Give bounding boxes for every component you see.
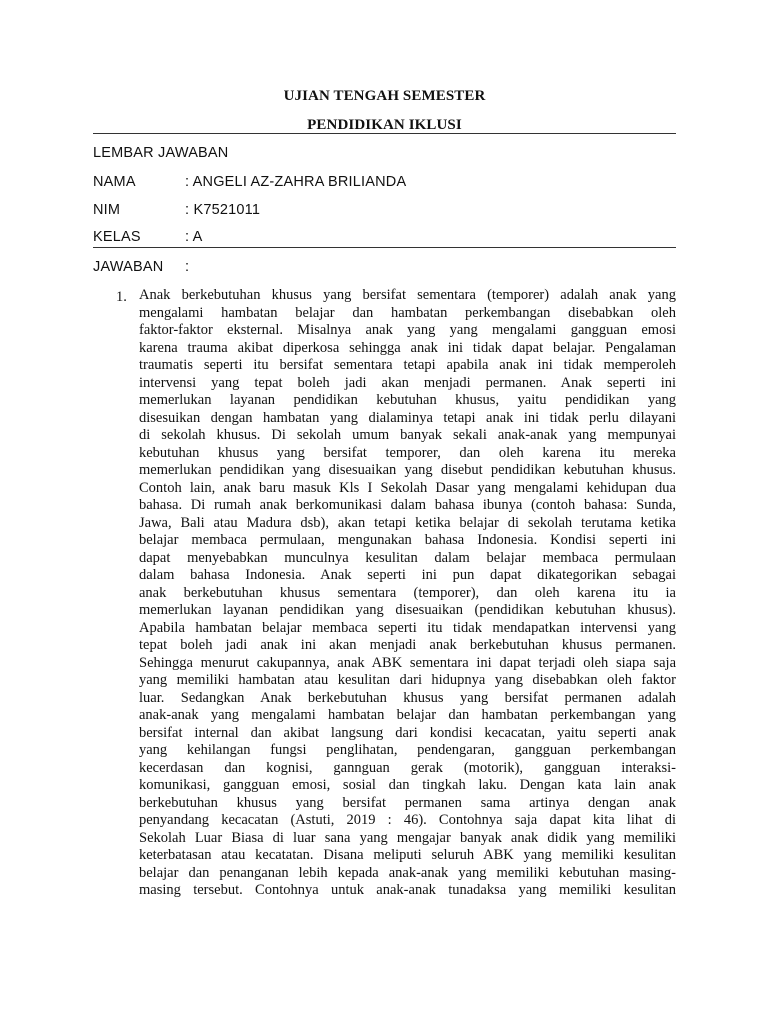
jawaban-label: JAWABAN xyxy=(93,259,164,275)
answer-number: 1. xyxy=(116,289,127,305)
answer-line: penyandang kecacatan (Astuti, 2019 : 46). Contohnya saja dapat kita lihat di xyxy=(139,812,676,828)
answer-line: memerlukan layanan pendidikan kebutuhan khusus, yaitu pendidikan yang xyxy=(139,392,676,408)
answer-line: komunikasi, gangguan emosi, sosial dan tingkah laku. Dengan kata lain anak xyxy=(139,777,676,793)
divider-top xyxy=(93,133,676,134)
answer-line: anak berkebutuhan khusus sementara (temporer), dan oleh karena itu ia xyxy=(139,584,676,601)
answer-line: traumatis seperti itu bersifat sementara tetapi apabila anak ini tidak memperoleh xyxy=(139,357,676,373)
answer-line: mengalami hambatan belajar dan hambatan perkembangan disebabkan oleh xyxy=(139,304,676,321)
answer-line: belajar membaca permulaan, mengunakan bahasa Indonesia. Kondisi seperti ini xyxy=(139,532,676,548)
answer-line: Sehingga menurut cakupannya, anak ABK sementara ini dapat terjadi oleh siapa saja xyxy=(139,654,676,671)
nama-label: NAMA xyxy=(93,174,136,190)
answer-line: memerlukan layanan pendidikan yang disesuaikan (pendidikan kebutuhan khusus). xyxy=(139,602,676,618)
answer-line: yang memiliki hambatan atau kesulitan dari hidupnya yang disebabkan oleh faktor xyxy=(139,672,676,688)
answer-line: masing tersebut. Contohnya untuk anak-anak tunadaksa yang memiliki kesulitan xyxy=(139,882,676,898)
answer-line: karena trauma akibat diperkosa sehingga anak ini tidak dapat belajar. Pengalaman xyxy=(139,339,676,356)
page-title: UJIAN TENGAH SEMESTER xyxy=(283,88,486,104)
kelas-label: KELAS xyxy=(93,229,141,245)
answer-line: Sekolah Luar Biasa di luar sana yang mengajar banyak anak didik yang memiliki xyxy=(139,829,676,846)
answer-line: tepat boleh jadi anak ini akan menjadi anak berkebutuhan khusus permanen. xyxy=(139,637,676,653)
answer-line: dapat menyebabkan munculnya kesulitan dalam belajar membaca permulaan xyxy=(139,549,676,566)
answer-line: memerlukan pendidikan yang disesuaikan yang disebut pendidikan kebutuhan khusus. xyxy=(139,462,676,478)
answer-line: anak-anak yang mengalami hambatan belajar dan hambatan perkembangan yang xyxy=(139,707,676,723)
answer-line: belajar dan penanganan lebih kepada anak-anak yang memiliki kebutuhan masing- xyxy=(139,864,676,881)
answer-line: kecerdasan dan kognisi, gannguan gerak (motorik), gangguan interaksi- xyxy=(139,759,676,776)
answer-line: bahasa. Di rumah anak berkomunikasi dalam bahasa ibunya (contoh bahasa: Sunda, xyxy=(139,497,676,513)
answer-line: bersifat internal dan akibat langsung dari kondisi kecacatan, yaitu seperti anak xyxy=(139,724,676,741)
answer-line: keterbatasan atau kecatatan. Disana meliputi seluruh ABK yang memiliki kesulitan xyxy=(139,847,676,863)
answer-line: Apabila hambatan belajar membaca seperti itu tidak mendapatkan intervensi yang xyxy=(139,619,676,636)
answer-line: intervensi yang tepat boleh jadi akan menjadi permanen. Anak seperti ini xyxy=(139,374,676,391)
nim-value: : K7521011 xyxy=(185,202,261,218)
answer-line: di sekolah khusus. Di sekolah umum banyak sekali anak-anak yang mempunyai xyxy=(139,427,676,443)
answer-paragraph xyxy=(139,287,676,900)
page-subtitle: PENDIDIKAN IKLUSI xyxy=(307,117,462,133)
divider-bottom xyxy=(93,247,676,248)
answer-line: faktor-faktor eksternal. Misalnya anak yang yang mengalami gangguan emosi xyxy=(139,322,676,338)
kelas-value: : A xyxy=(185,229,203,245)
answer-line: Contoh lain, anak baru masuk Kls I Sekolah Dasar yang mengalami kehidupan dua xyxy=(139,479,676,496)
nama-value: : ANGELI AZ-ZAHRA BRILIANDA xyxy=(185,174,407,190)
jawaban-separator: : xyxy=(185,259,190,275)
answer-line: berkebutuhan khusus yang bersifat permanen sama artinya dengan anak xyxy=(139,794,676,811)
answer-line: Anak berkebutuhan khusus yang bersifat sementara (temporer) adalah anak yang xyxy=(139,287,676,303)
nim-label: NIM xyxy=(93,202,121,218)
answer-line: luar. Sedangkan Anak berkebutuhan khusus yang bersifat permanen adalah xyxy=(139,689,676,706)
answer-line: disesuikan dengan hambatan yang dialaminya tetapi anak ini tidak perlu dilayani xyxy=(139,409,676,426)
answer-line: dalam bahasa Indonesia. Anak seperti ini pun dapat dikategorikan sebagai xyxy=(139,567,676,583)
answer-line: Jawa, Bali atau Madura dsb), akan tetapi ketika belajar di sekolah terutama ketika xyxy=(139,514,676,531)
answer-line: yang kehilangan fungsi penglihatan, pendengaran, gangguan perkembangan xyxy=(139,742,676,758)
answer-line: kebutuhan khusus yang bersifat temporer, dan oleh karena itu mereka xyxy=(139,444,676,461)
lembar-jawaban-label: LEMBAR JAWABAN xyxy=(93,145,229,161)
